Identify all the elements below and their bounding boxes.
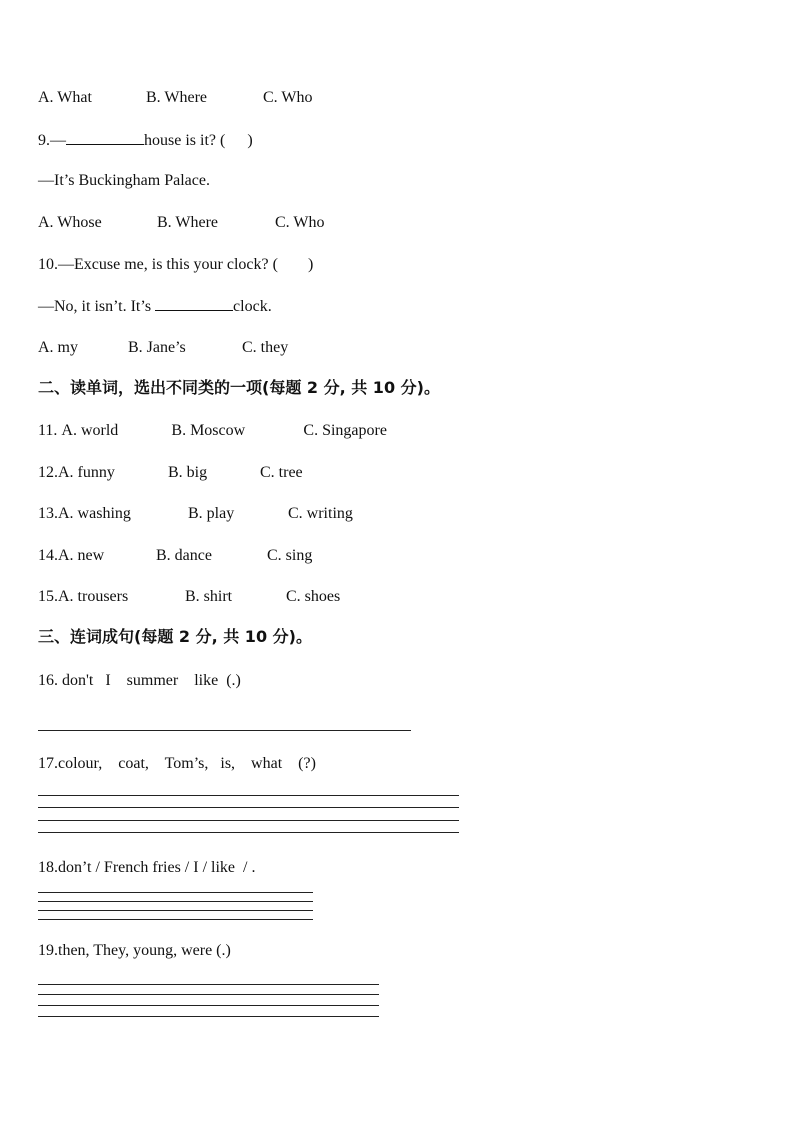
q14-option-b: B. dance xyxy=(156,547,212,564)
q12-option-c: C. tree xyxy=(260,464,303,481)
q9-option-c: C. Who xyxy=(275,214,325,231)
q13-option-c: C. writing xyxy=(288,505,353,522)
q12-option-b: B. big xyxy=(168,464,208,481)
q18-answer-line[interactable] xyxy=(38,892,313,893)
q16-answer-line[interactable] xyxy=(38,730,411,731)
q10-answer xyxy=(38,296,272,317)
q15-option-b: B. shirt xyxy=(185,588,233,605)
q17-answer-line[interactable] xyxy=(38,807,459,808)
q15-option-c: C. shoes xyxy=(286,588,341,605)
q13-number: 13. xyxy=(38,505,58,522)
q12 xyxy=(38,463,303,483)
q10-option-c: C. they xyxy=(242,339,289,356)
q10-paren-close: ) xyxy=(307,256,314,273)
q12-number: 12. xyxy=(38,464,58,481)
q18-answer-line[interactable] xyxy=(38,919,313,920)
q8-option-b: B. Where xyxy=(146,89,208,106)
q19 xyxy=(38,941,231,961)
q10-number: 10. xyxy=(38,256,58,273)
section3-title: 三、连词成句(每题 2 分, 共 10 分)。 xyxy=(38,627,312,646)
q15-number: 15. xyxy=(38,588,58,605)
q11 xyxy=(38,421,387,441)
q17-words: colour, coat, Tom’s, is, what (?) xyxy=(58,755,316,772)
q9-option-a: A. Whose xyxy=(38,214,102,231)
q9-paren-close: ) xyxy=(247,132,253,149)
q11-option-c: C. Singapore xyxy=(303,422,387,439)
q18 xyxy=(38,858,255,878)
q19-answer-line[interactable] xyxy=(38,1016,379,1017)
q12-option-a: A. funny xyxy=(58,464,115,481)
section2-title: 二、读单词，选出不同类的一项(每题 2 分, 共 10 分)。 xyxy=(38,378,440,397)
q9-number: 9. xyxy=(38,132,50,149)
q19-number: 19. xyxy=(38,942,58,959)
q10-dash: — xyxy=(58,256,74,273)
q10-answer-blank[interactable] xyxy=(155,296,233,311)
q11-option-b: B. Moscow xyxy=(171,422,246,439)
q17-answer-line[interactable] xyxy=(38,820,459,821)
q9-answer-dash: — xyxy=(38,172,54,189)
q19-answer-line[interactable] xyxy=(38,994,379,995)
q19-answer-line[interactable] xyxy=(38,984,379,985)
q17-answer-line[interactable] xyxy=(38,795,459,796)
q17-number: 17. xyxy=(38,755,58,772)
q13 xyxy=(38,504,353,524)
q9-answer-text: It’s Buckingham Palace. xyxy=(54,172,210,189)
q10-question-text: Excuse me, is this your clock? ( xyxy=(74,256,278,273)
q18-words: don’t / French fries / I / like / . xyxy=(58,859,256,876)
q16-words: don't I summer like (.) xyxy=(62,672,241,689)
q19-answer-line[interactable] xyxy=(38,1005,379,1006)
q8-option-c: C. Who xyxy=(263,89,313,106)
q10-answer-dash: — xyxy=(38,298,54,315)
q14-option-c: C. sing xyxy=(267,547,313,564)
q11-number: 11. xyxy=(38,422,58,439)
q17 xyxy=(38,754,316,774)
q9-answer-blank[interactable] xyxy=(66,130,144,145)
q10-options xyxy=(38,338,288,358)
q15 xyxy=(38,587,340,607)
q13-option-b: B. play xyxy=(188,505,235,522)
q11-option-a: A. world xyxy=(61,422,119,439)
q10-question xyxy=(38,255,313,275)
q8-option-a: A. What xyxy=(38,89,92,106)
q10-option-b: B. Jane’s xyxy=(128,339,186,356)
q14-number: 14. xyxy=(38,547,58,564)
q9-dash: — xyxy=(50,132,66,149)
q9-question xyxy=(38,130,253,151)
q9-options xyxy=(38,213,324,233)
q10-option-a: A. my xyxy=(38,339,78,356)
q9-option-b: B. Where xyxy=(157,214,219,231)
q8-options xyxy=(38,88,312,108)
q9-answer xyxy=(38,171,210,191)
q13-option-a: A. washing xyxy=(58,505,131,522)
q17-answer-line[interactable] xyxy=(38,832,459,833)
q10-answer-before: No, it isn’t. It’s xyxy=(54,298,156,315)
q9-question-text: house is it? ( xyxy=(144,132,226,149)
q14 xyxy=(38,546,312,566)
q16-number: 16. xyxy=(38,672,58,689)
q16 xyxy=(38,671,241,691)
q15-option-a: A. trousers xyxy=(58,588,129,605)
q18-answer-line[interactable] xyxy=(38,910,313,911)
q18-answer-line[interactable] xyxy=(38,901,313,902)
q19-words: then, They, young, were (.) xyxy=(58,942,231,959)
q18-number: 18. xyxy=(38,859,58,876)
q14-option-a: A. new xyxy=(58,547,105,564)
q10-answer-after: clock. xyxy=(233,298,272,315)
